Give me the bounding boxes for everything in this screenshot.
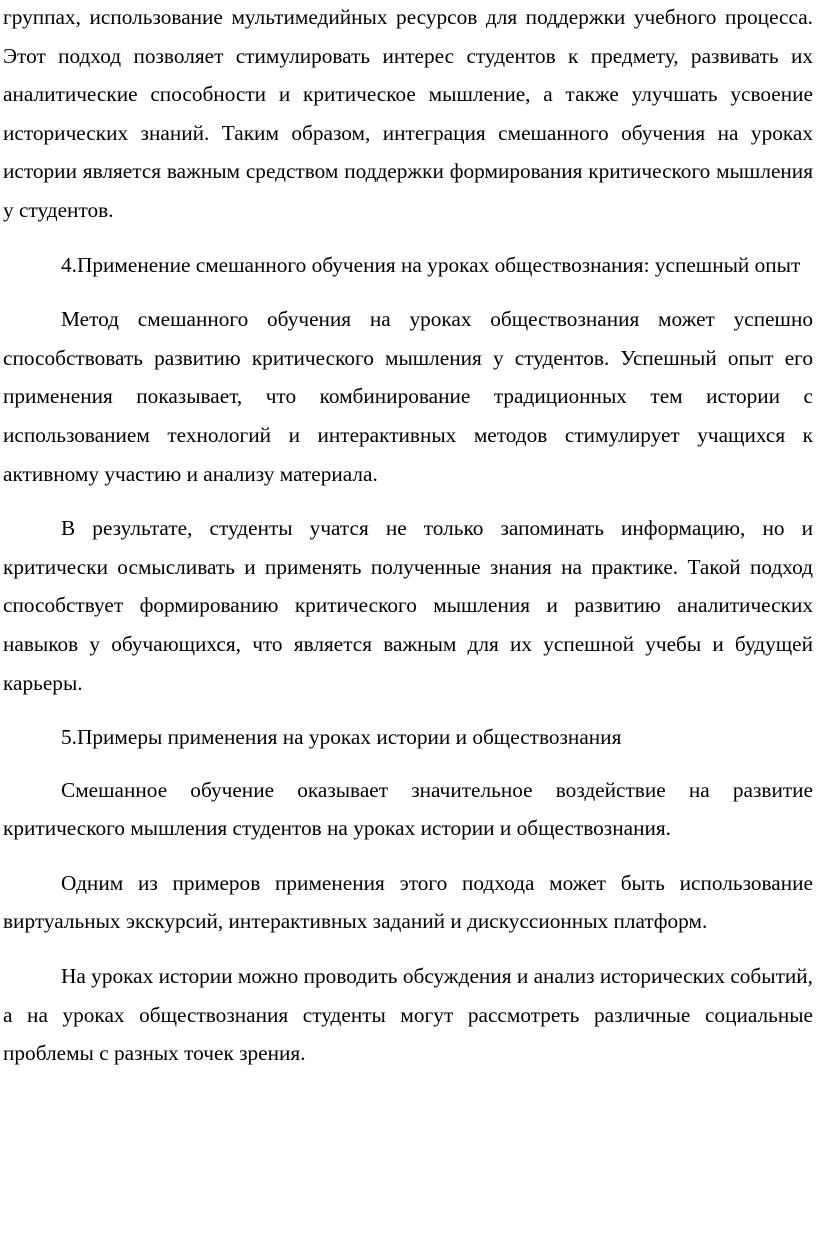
section-heading-4: 4.Применение смешанного обучения на уроках обществознания: успешный опыт [61,252,801,277]
paragraph-method: Метод смешанного обучения на уроках обществознания может успешно способствовать развитию критического мышления у студентов. Успешный опыт его применения показывает, что комбинирование традиционных тем истории с использованием технологий и интерактивных методов стимулирует учащихся к активному участию и анализу материала. [3,307,813,486]
section-heading-5: 5.Примеры применения на уроках истории и обществознания [61,725,622,750]
paragraph-impact: Смешанное обучение оказывает значительное воздействие на развитие критического мышления студентов на уроках истории и обществознания. [3,777,813,841]
paragraph-discussion: На уроках истории можно проводить обсуждения и анализ исторических событий, а на уроках обществознания студенты могут рассмотреть различные социальные проблемы с разных точек зрения. [3,964,813,1066]
paragraph-continuation: группах, использование мультимедийных ресурсов для поддержки учебного процесса. Этот подход позволяет стимулировать интерес студентов к предмету, развивать их аналитические способности и критическое мышление, а также улучшать усвоение исторических знаний. Таким образом, интеграция смешанного обучения на уроках истории является важным средством поддержки формирования критического мышления у студентов. [3,5,813,222]
paragraph-result: В результате, студенты учатся не только запоминать информацию, но и критически осмысливать и применять полученные знания на практике. Такой подход способствует формированию критического мышления и развитию аналитических навыков у обучающихся, что является важным для их успешной учебы и будущей карьеры. [3,516,813,695]
paragraph-examples: Одним из примеров применения этого подхода может быть использование виртуальных экскурсий, интерактивных заданий и дискуссионных платформ. [3,870,813,934]
